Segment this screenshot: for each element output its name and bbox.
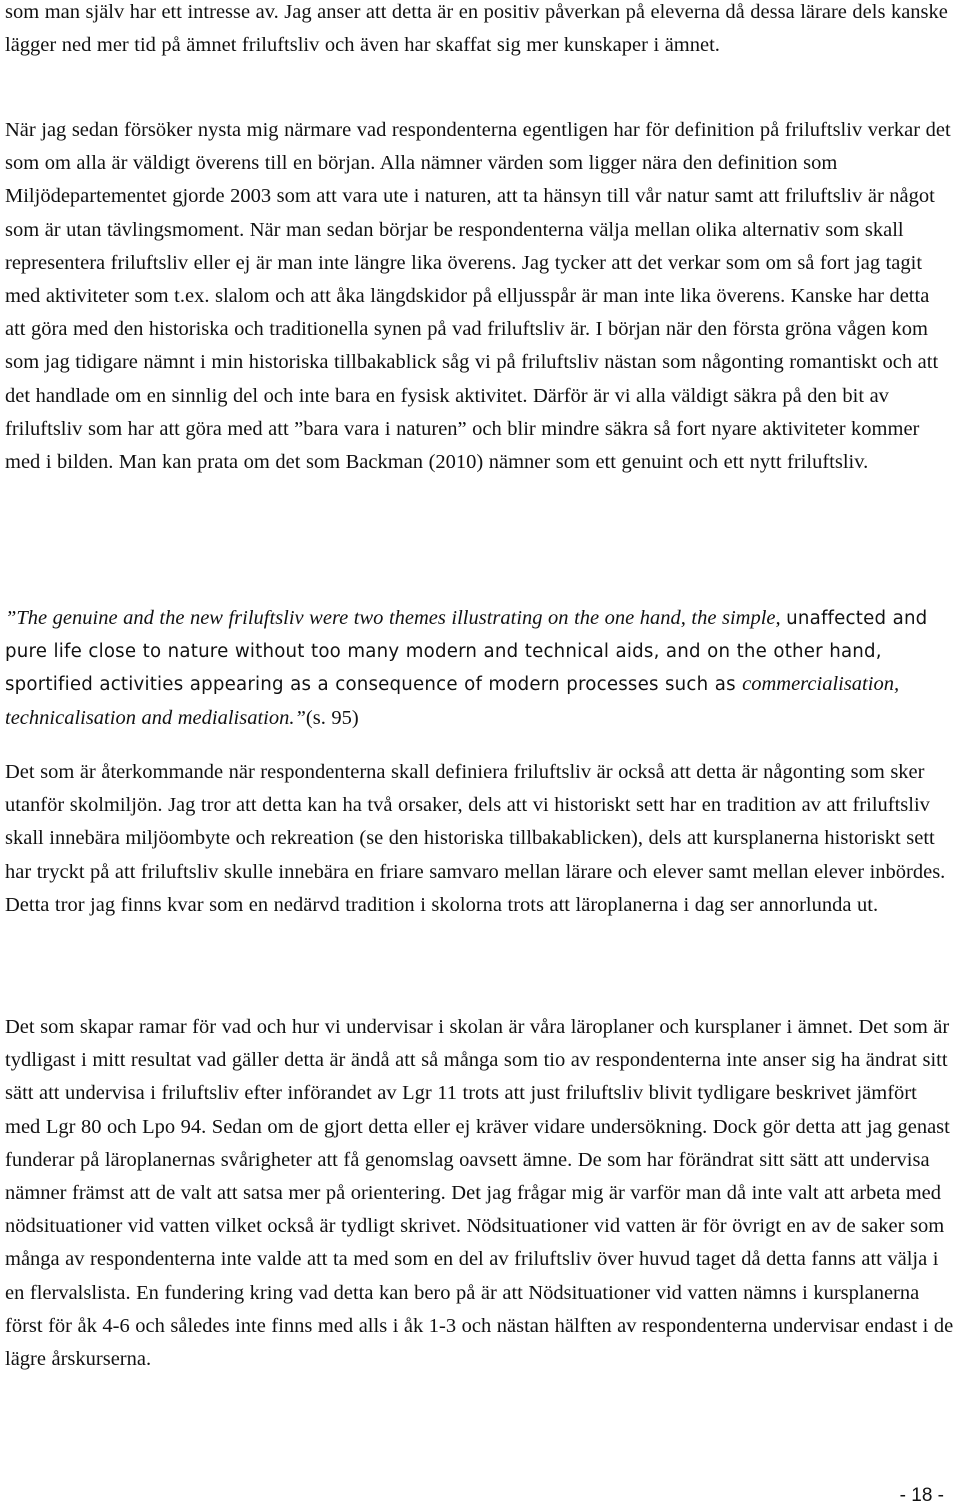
paragraph-school-environment: Det som är återkommande när respondenterna skall definiera friluftsliv är också att detta är någonting som sker utanför skolmiljön. Jag tror att detta kan ha två orsaker, dels att vi historiskt sett har en tradition av att friluftsliv skall innebära miljöombyte och rekreation (se den historiska tillbakablicken), dels att kursplanerna historiskt sett har tryckt på att friluftsliv skulle innebära en friare samvaro mellan lärare och elever samt mellan elever inbördes. Detta tror jag finns kvar som en nedärvd tradition i skolorna trots att läroplanerna i dag ser annorlunda ut. <box>5 761 946 916</box>
page-number: - 18 - <box>899 1485 944 1506</box>
block-quote <box>5 602 955 735</box>
paragraph-curriculum: Det som skapar ramar för vad och hur vi undervisar i skolan är våra läroplaner och kursplaner i ämnet. Det som är tydligast i mitt resultat vad gäller detta är ändå att så många som tio av respondenterna inte anser sig ha ändrat sitt sätt att undervisa i friluftsliv efter införandet av Lgr 11 trots att just friluftsliv blivit tydligare beskrivet jämfört med Lgr 80 och Lpo 94. Sedan om de gjort detta eller ej kräver vidare undersökning. Dock gör detta att jag genast funderar på läroplanernas svårigheter att få genomslag oavsett ämne. De som har förändrat sitt sätt att undervisa nämner främst att de valt att satsa mer på orientering. Det jag frågar mig är varför man då inte valt att arbeta med nödsituationer vid vatten vilket också är tydligt skrivet. Nödsituationer vid vatten är för övrigt en av de saker som många av respondenterna inte valde att ta med som en del av friluftsliv över huvud taget då detta fanns att välja i en flervalslista. En fundering kring vad detta kan bero på är att Nödsituationer vid vatten nämns i kursplanerna först för åk 4-6 och således inte finns med alls i åk 1-3 och nästan hälften av respondenterna undervisar endast i de lägre årskurserna. <box>5 1016 954 1371</box>
quote-part-2: unaffected and pure life close to nature without too many modern and technical aids, and on the other hand, sportified activities appearing as a consequence of modern processes such as <box>5 608 928 696</box>
paragraph-intro: som man själv har ett intresse av. Jag anser att detta är en positiv påverkan på eleverna då dessa lärare dels kanske lägger ned mer tid på ämnet friluftsliv och även har skaffat sig mer kunskaper i ämnet. <box>5 1 948 57</box>
quote-part-1: ”The genuine and the new friluftsliv were two themes illustrating on the one hand, the simple, <box>5 607 787 629</box>
quote-citation: (s. 95) <box>305 706 359 729</box>
paragraph-definition: När jag sedan försöker nysta mig närmare vad respondenterna egentligen har för definition på friluftsliv verkar det som om alla är väldigt överens till en början. Alla nämner värden som ligger nära den definition som Miljödepartementet gjorde 2003 som att vara ute i naturen, att ta hänsyn till vår natur samt att friluftsliv är något som är utan tävlingsmoment. När man sedan börjar be respondenterna välja mellan olika alternativ som skall representera friluftsliv eller ej är man inte längre lika överens. Jag tycker att det verkar som om så fort jag tagit med aktiviteter som t.ex. slalom och att åka längdskidor på elljusspår är man inte lika överens. Kanske har detta att göra med den historiska och traditionella synen på vad friluftsliv är. I början när den första gröna vågen kom som jag tidigare nämnt i min historiska tillbakablick såg vi på friluftsliv nästan som någonting romantiskt och att det handlade om en sinnlig del och inte bara en fysisk aktivitet. Därför är vi alla väldigt säkra på den bit av friluftsliv som har att göra med att ”bara vara i naturen” och blir mindre säkra så fort nyare aktiviteter kommer med i bilden. Man kan prata om det som Backman (2010) nämner som ett genuint och ett nytt friluftsliv. <box>5 119 951 474</box>
quote-part-3: commercialisation, technicalisation and medialisation.” <box>5 673 900 729</box>
